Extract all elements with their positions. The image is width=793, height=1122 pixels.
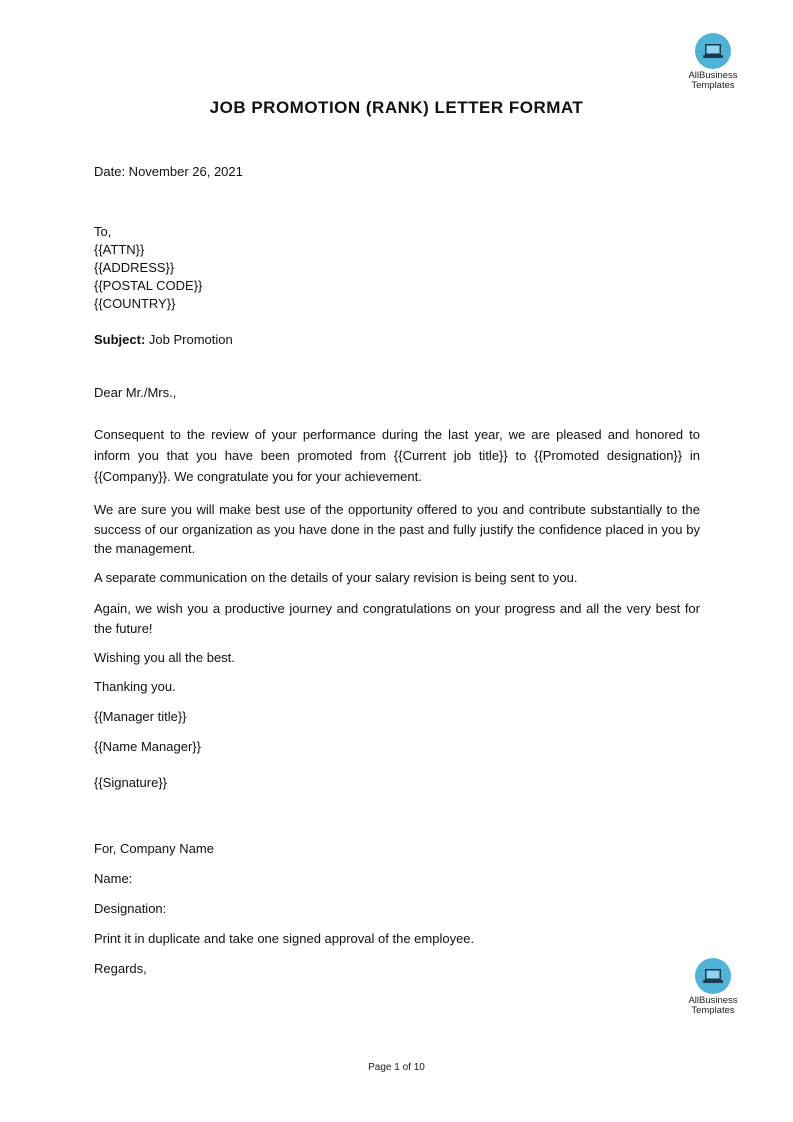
letter-date: Date: November 26, 2021 <box>94 164 243 179</box>
address-street: {{ADDRESS}} <box>94 260 175 275</box>
paragraph-contribution: We are sure you will make best use of the opportunity offered to you and contribute substantially to the success of our organization as you have done in the past and fully justify the confidence placed in you by the management. <box>94 502 700 556</box>
print-note: Print it in duplicate and take one signed approval of the employee. <box>94 931 475 946</box>
manager-title-placeholder: {{Manager title}} <box>94 709 187 724</box>
name-line: Name: <box>94 871 133 886</box>
address-country: {{COUNTRY}} <box>94 296 176 311</box>
document-title: JOB PROMOTION (RANK) LETTER FORMAT <box>209 98 584 117</box>
paragraph-wishes: Again, we wish you a productive journey and congratulations on your progress and all the very best for the future! <box>94 601 700 636</box>
designation-line: Designation: <box>94 901 167 916</box>
page-number: Page 1 of 10 <box>368 1062 425 1073</box>
greeting: Dear Mr./Mrs., <box>94 385 177 400</box>
manager-name-placeholder: {{Name Manager}} <box>94 739 201 754</box>
address-to: To, <box>94 224 112 239</box>
laptop-icon <box>695 33 731 69</box>
paragraph-best: Wishing you all the best. <box>94 650 235 665</box>
paragraph-thanks: Thanking you. <box>94 679 176 694</box>
address-postal: {{POSTAL CODE}} <box>94 278 203 293</box>
paragraph-salary: A separate communication on the details of your salary revision is being sent to you. <box>94 570 578 585</box>
company-line: For, Company Name <box>94 841 214 856</box>
laptop-icon <box>695 958 731 994</box>
logo-caption: AllBusiness Templates <box>688 995 738 1016</box>
signature-placeholder: {{Signature}} <box>94 775 168 790</box>
regards-line: Regards, <box>94 961 147 976</box>
subject-text: Job Promotion <box>145 332 233 347</box>
address-attn: {{ATTN}} <box>94 242 145 257</box>
brand-logo-bottom <box>681 958 745 1016</box>
logo-caption: AllBusiness Templates <box>688 70 738 91</box>
brand-logo-top <box>681 33 745 91</box>
paragraph-promotion: Consequent to the review of your performance during the last year, we are pleased and honored to inform you that you have been promoted from {{Current job title}} to {{Promoted designation}} in {{Company}}. We congratulate you for your achievement. <box>94 427 700 484</box>
subject-line <box>94 331 233 349</box>
subject-label: Subject: <box>94 332 146 347</box>
